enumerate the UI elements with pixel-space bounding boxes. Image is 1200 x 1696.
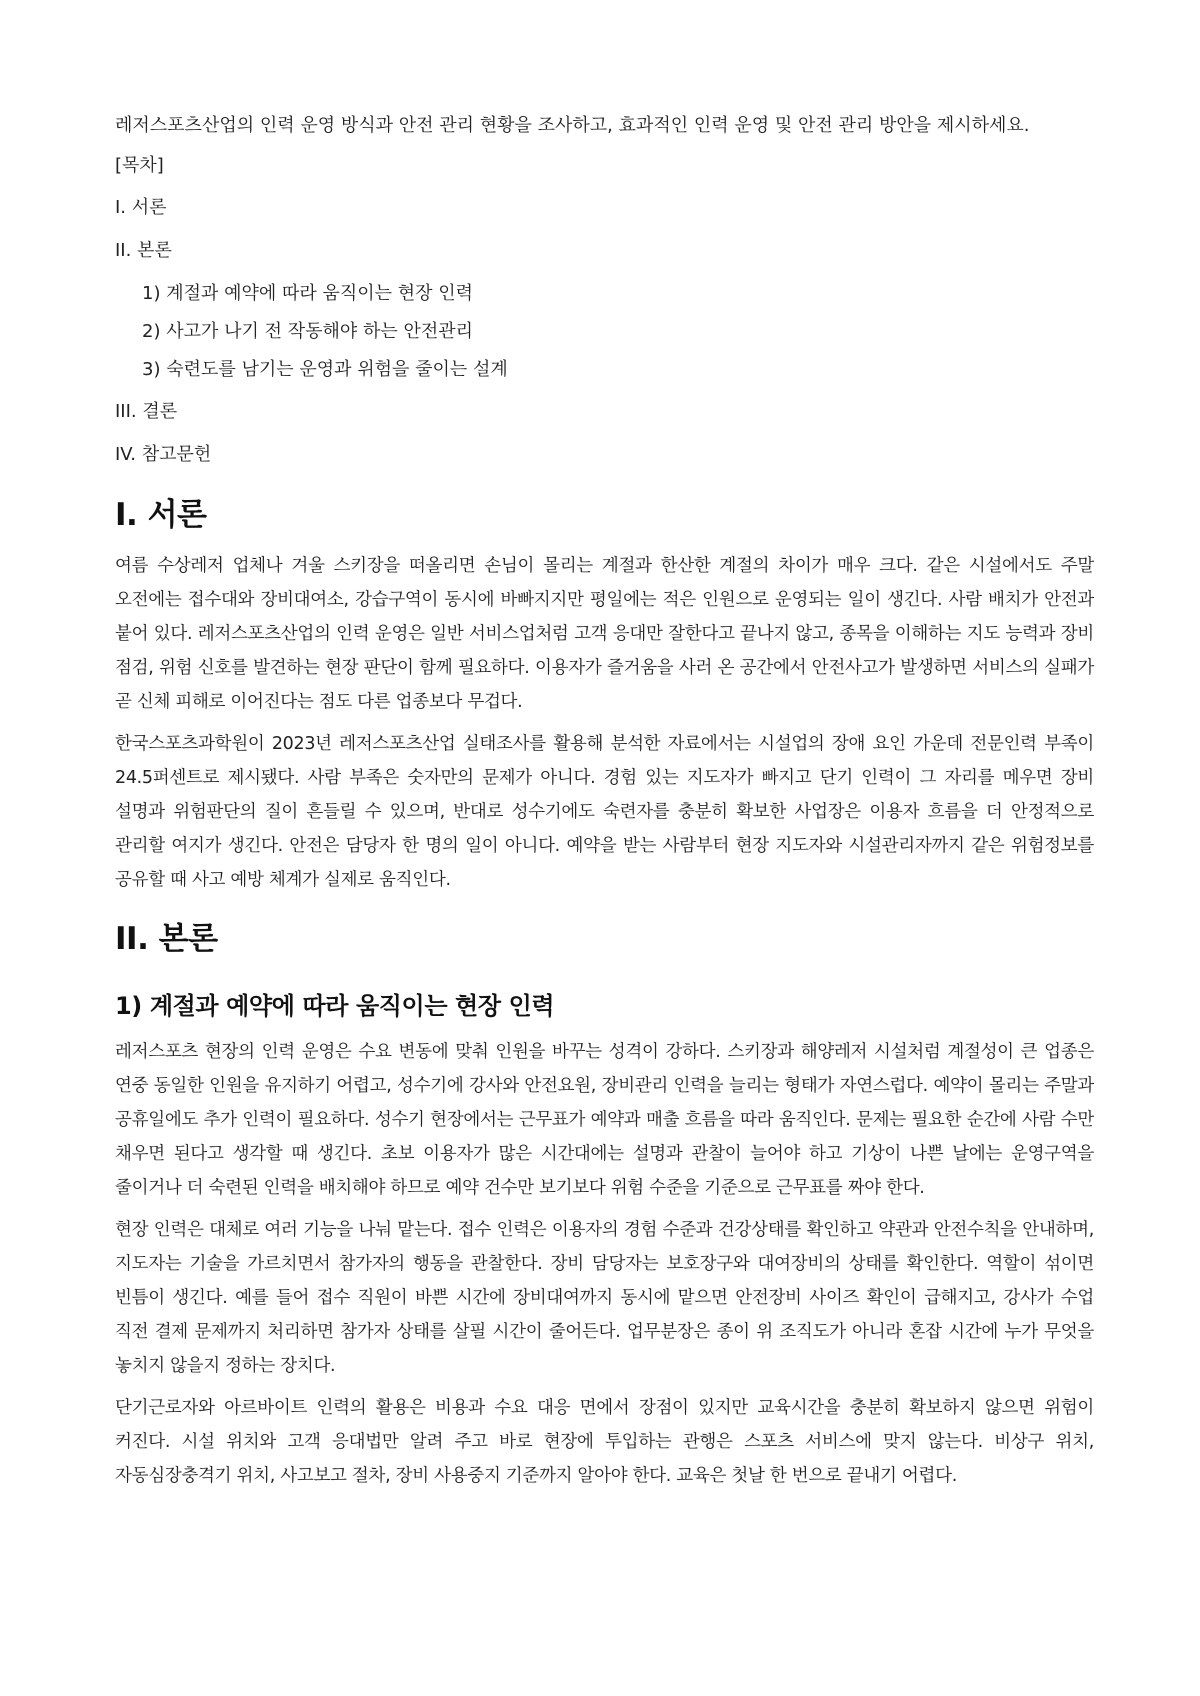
toc-subitem: 2) 사고가 나기 전 작동해야 하는 안전관리 xyxy=(142,321,474,342)
subsection-heading: 1) 계절과 예약에 따라 움직이는 현장 인력 xyxy=(115,992,555,1020)
paragraph: 단기근로자와 아르바이트 인력의 활용은 비용과 수요 대응 면에서 장점이 있지만 교육시간을 충분히 확보하지 않으면 위험이 커진다. 시설 위치와 고객 응대법만 알려 주고 바로 현장에 투입하는 관행은 스포츠 서비스에 맞지 않는다. 비상구 위치, 자동심장충격기 위치, 사고보고 절차, 장비 사용중지 기준까지 알아야 한다. 교육은 첫날 한 번으로 끝내기 어렵다. xyxy=(115,1398,1094,1486)
toc-title: [목차] xyxy=(115,155,164,176)
toc-item: IV. 참고문헌 xyxy=(115,444,212,465)
toc-item: III. 결론 xyxy=(115,401,178,422)
toc-subitem: 1) 계절과 예약에 따라 움직이는 현장 인력 xyxy=(142,283,474,304)
section-heading-body: II. 본론 xyxy=(115,921,218,957)
toc-item: II. 본론 xyxy=(115,240,172,261)
table-of-contents xyxy=(115,194,1094,469)
paragraph: 여름 수상레저 업체나 겨울 스키장을 떠올리면 손님이 몰리는 계절과 한산한 계절의 차이가 매우 크다. 같은 시설에서도 주말 오전에는 접수대와 장비대여소, 강습구역이 동시에 바빠지지만 평일에는 적은 인원으로 운영되는 일이 생긴다. 사람 배치가 안전과 붙어 있다. 레저스포츠산업의 인력 운영은 일반 서비스업처럼 고객 응대만 잘한다고 끝나지 않고, 종목을 이해하는 지도 능력과 장비 점검, 위험 신호를 발견하는 현장 판단이 함께 필요하다. 이용자가 즐거움을 사러 온 공간에서 안전사고가 발생하면 서비스의 실패가 곧 신체 피해로 이어진다는 점도 다른 업종보다 무겁다. xyxy=(115,556,1094,712)
paragraph: 레저스포츠 현장의 인력 운영은 수요 변동에 맞춰 인원을 바꾸는 성격이 강하다. 스키장과 해양레저 시설처럼 계절성이 큰 업종은 연중 동일한 인원을 유지하기 어렵고, 성수기에 강사와 안전요원, 장비관리 인력을 늘리는 형태가 자연스럽다. 예약이 몰리는 주말과 공휴일에도 추가 인력이 필요하다. 성수기 현장에서는 근무표가 예약과 매출 흐름을 따라 움직인다. 문제는 필요한 순간에 사람 수만 채우면 된다고 생각할 때 생긴다. 초보 이용자가 많은 시간대에는 설명과 관찰이 늘어야 하고 기상이 나쁜 날에는 운영구역을 줄이거나 더 숙련된 인력을 배치해야 하므로 예약 건수만 보기보다 위험 수준을 기준으로 근무표를 짜야 한다. xyxy=(115,1042,1094,1198)
paragraph: 현장 인력은 대체로 여러 기능을 나눠 맡는다. 접수 인력은 이용자의 경험 수준과 건강상태를 확인하고 약관과 안전수칙을 안내하며, 지도자는 기술을 가르치면서 참가자의 행동을 관찰한다. 장비 담당자는 보호장구와 대여장비의 상태를 확인한다. 역할이 섞이면 빈틈이 생긴다. 예를 들어 접수 직원이 바쁜 시간에 장비대여까지 동시에 맡으면 안전장비 사이즈 확인이 급해지고, 강사가 수업 직전 결제 문제까지 처리하면 참가자 상태를 살필 시간이 줄어든다. 업무분장은 종이 위 조직도가 아니라 혼잡 시간에 누가 무엇을 놓치지 않을지 정하는 장치다. xyxy=(115,1220,1094,1376)
toc-subitem: 3) 숙련도를 남기는 운영과 위험을 줄이는 설계 xyxy=(142,359,508,380)
paragraph: 한국스포츠과학원이 2023년 레저스포츠산업 실태조사를 활용해 분석한 자료에서는 시설업의 장애 요인 가운데 전문인력 부족이 24.5퍼센트로 제시됐다. 사람 부족은 숫자만의 문제가 아니다. 경험 있는 지도자가 빠지고 단기 인력이 그 자리를 메우면 장비 설명과 위험판단의 질이 흔들릴 수 있으며, 반대로 성수기에도 숙련자를 충분히 확보한 사업장은 이용자 흐름을 더 안정적으로 관리할 여지가 생긴다. 안전은 담당자 한 명의 일이 아니다. 예약을 받는 사람부터 현장 지도자와 시설관리자까지 같은 위험정보를 공유할 때 사고 예방 체계가 실제로 움직인다. xyxy=(115,734,1094,890)
section-heading-intro: I. 서론 xyxy=(115,497,207,533)
toc-item: I. 서론 xyxy=(115,197,167,218)
assignment-prompt: 레저스포츠산업의 인력 운영 방식과 안전 관리 현황을 조사하고, 효과적인 인력 운영 및 안전 관리 방안을 제시하세요. xyxy=(115,115,1030,136)
